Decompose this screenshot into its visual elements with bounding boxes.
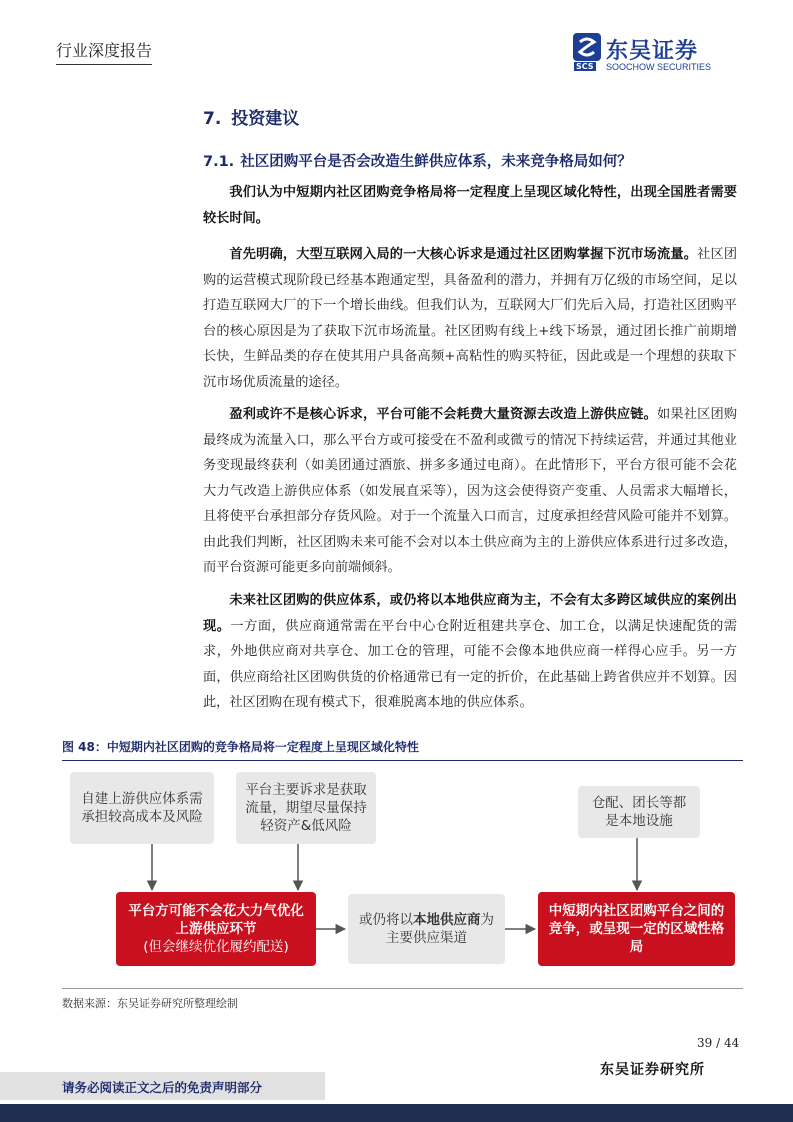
paragraph-body: 一方面，供应商通常需在平台中心仓附近租建共享仓、加工仓，以满足快速配货的需求，外地供应商对共享仓、加工仓的管理，可能不会像本地供应商一样得心应手。另一方面，供应商给社区团购供货的价格通常已有一定的折价，在此基础上跨省供应并不划算。因此，社区团购在现有模式下，很难脱离本地的供应体系。 — [203, 618, 738, 710]
disclaimer-banner — [0, 1072, 325, 1100]
section-number: 7. — [203, 109, 222, 129]
box-text-bold: 本地供应商 — [413, 912, 481, 928]
paragraph-lead: 盈利或许不是核心诉求，平台可能不会耗费大量资源去改造上游供应链。 — [229, 407, 657, 422]
paragraph — [203, 402, 737, 581]
report-type-label: 行业深度报告 — [56, 38, 152, 65]
box-platform-no-upstream — [116, 892, 316, 966]
logo-abbr: SCS — [576, 62, 594, 71]
footer-org-name: 东吴证券研究所 — [600, 1062, 705, 1078]
flow-diagram — [62, 762, 743, 980]
section-title: 投资建议 — [231, 109, 300, 129]
box-sub-text: (但会继续优化履约配送) — [143, 939, 289, 955]
box-regional-competition: 中短期内社区团购平台之间的竞争，或呈现一定的区域性格局 — [538, 892, 735, 966]
subsection-heading — [203, 150, 632, 171]
box-text-post: 为主要供应渠道 — [386, 912, 494, 946]
figure-title: 图 48：中短期内社区团购的竞争格局将一定程度上呈现区域化特性 — [62, 738, 743, 761]
figure-source: 数据来源：东吴证券研究所整理绘制 — [62, 988, 743, 1011]
paragraph-lead: 首先明确，大型互联网入局的一大核心诉求是通过社区团购掌握下沉市场流量。 — [229, 247, 698, 262]
subsection-title: 社区团购平台是否会改造生鲜供应体系，未来竞争格局如何？ — [240, 154, 632, 170]
box-main-text: 平台方可能不会花大力气优化上游供应环节 — [128, 903, 304, 937]
box-cost-risk: 自建上游供应体系需承担较高成本及风险 — [70, 772, 214, 844]
subsection-number: 7.1. — [203, 154, 235, 170]
page-number: 39 / 44 — [697, 1036, 740, 1050]
box-local-supplier — [348, 894, 505, 964]
box-text-pre: 或仍将以 — [359, 912, 413, 928]
paragraph-body: 社区团购的运营模式现阶段已经基本跑通定型，具备盈利的潜力，并拥有万亿级的市场空间，足以打造互联网大厂的下一个增长曲线。但我们认为，互联网大厂们先后入局，打造社区团购平台的核心原因是为了获取下沉市场流量。社区团购有线上+线下场景，通过团长推广前期增长快，生鲜品类的存在使其用户具备高频+高粘性的购买特征，因此或是一个理想的获取下沉市场优质流量的途径。 — [203, 247, 738, 390]
logo-name-cn: 东吴证券 — [606, 39, 699, 64]
box-local-facilities: 仓配、团长等都是本地设施 — [578, 786, 700, 838]
logo-mark-icon — [572, 32, 602, 62]
box-platform-goal: 平台主要诉求是获取流量，期望尽量保持轻资产&低风险 — [236, 772, 376, 844]
paragraph — [203, 180, 737, 231]
company-logo — [572, 32, 742, 74]
paragraph — [203, 242, 737, 395]
disclaimer-text: 请务必阅读正文之后的免责声明部分 — [62, 1080, 263, 1095]
paragraph-body: 如果社区团购最终成为流量入口，那么平台方或可接受在不盈利或微亏的情况下持续运营，并通过其他业务变现最终获利（如美团通过酒旅、拼多多通过电商）。在此情形下，平台方很可能不会花大力气改造上游供应体系（如发展直采等），因为这会使得资产变重、人员需求大幅增长，且将使平台承担部分存货风险。对于一个流量入口而言，过度承担经营风险可能并不划算。由此我们判断，社区团购未来可能不会对以本土供应商为主的上游供应体系进行过多改造，而平台资源可能更多向前端倾斜。 — [203, 407, 738, 575]
paragraph-lead: 我们认为中短期内社区团购竞争格局将一定程度上呈现区域化特性，出现全国胜者需要较长时间。 — [203, 185, 737, 226]
logo-name-en: SOOCHOW SECURITIES — [606, 62, 712, 72]
paragraph-lead: 未来社区团购的供应体系，或仍将以本地供应商为主，不会有太多跨区域供应的案例出现。 — [203, 593, 737, 634]
footer-bar — [0, 1104, 793, 1122]
section-heading — [203, 104, 299, 129]
paragraph — [203, 588, 737, 716]
